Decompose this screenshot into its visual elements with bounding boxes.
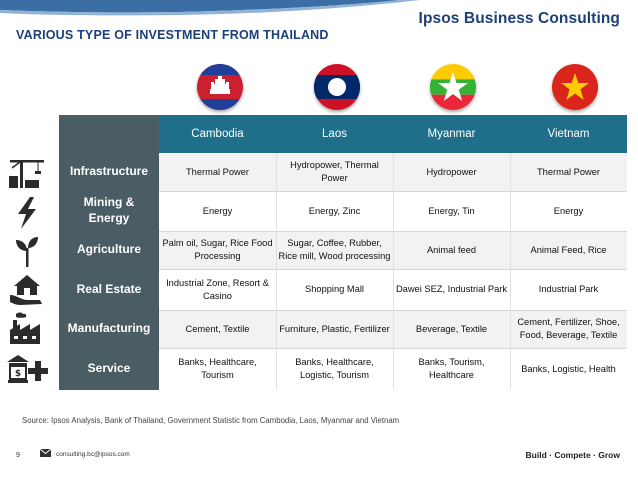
table-cell: Hydropower: [393, 153, 510, 191]
row-header-service: Service: [87, 361, 131, 376]
investment-table: [59, 115, 627, 390]
vietnam-flag-icon: [552, 64, 598, 110]
table-cell: Shopping Mall: [276, 269, 393, 310]
table-cell: Palm oil, Sugar, Rice Food Processing: [159, 231, 276, 269]
bank-plus-icon: [6, 352, 48, 386]
svg-text:$: $: [14, 369, 22, 379]
tagline: Build · Compete · Grow: [525, 450, 620, 460]
table-cell: Cement, Textile: [159, 310, 276, 348]
row-header-real-estate: Real Estate: [76, 281, 142, 296]
page-number: 9: [16, 452, 20, 459]
table-cell: Banks, Logistic, Health: [510, 348, 627, 390]
crane-icon: [6, 156, 48, 190]
house-hand-icon: [6, 273, 48, 307]
table-cell: Beverage, Textile: [393, 310, 510, 348]
column-divider: [393, 153, 394, 390]
column-divider: [276, 153, 277, 390]
source-note: Source: Ipsos Analysis, Bank of Thailand, Government Statistic from Cambodia, Laos, Myanmar and Vietnam: [22, 416, 400, 425]
table-cell: Banks, Tourism, Healthcare: [393, 348, 510, 390]
factory-icon: [6, 312, 48, 346]
sprout-icon: [6, 234, 48, 268]
table-cell: Thermal Power: [510, 153, 627, 191]
table-cell: Industrial Park: [510, 269, 627, 310]
brand-logo-text: Ipsos Business Consulting: [418, 10, 620, 27]
row-header-mining-energy: Mining & Energy: [83, 195, 135, 225]
table-cell: Energy, Zinc: [276, 191, 393, 231]
table-cell: Energy: [510, 191, 627, 231]
column-header-myanmar: Myanmar: [393, 115, 510, 153]
table-cell: Industrial Zone, Resort & Casino: [159, 269, 276, 310]
table-cell: Hydropower, Thermal Power: [276, 153, 393, 191]
row-header-agriculture: Agriculture: [76, 242, 141, 257]
column-header-vietnam: Vietnam: [510, 115, 627, 153]
table-cell: Banks, Healthcare, Tourism: [159, 348, 276, 390]
row-header-infrastructure: Infrastructure: [69, 164, 149, 179]
cambodia-flag-icon: [197, 64, 243, 110]
page-title: VARIOUS TYPE OF INVESTMENT FROM THAILAND: [16, 28, 329, 42]
table-cell: Animal Feed, Rice: [510, 231, 627, 269]
row-header-manufacturing: Manufacturing: [67, 321, 151, 336]
column-divider: [510, 153, 511, 390]
table-cell: Sugar, Coffee, Rubber, Rice mill, Wood processing: [276, 231, 393, 269]
table-cell: Thermal Power: [159, 153, 276, 191]
column-header-laos: Laos: [276, 115, 393, 153]
contact-email-link[interactable]: consulting.bc@ipsos.com: [56, 451, 130, 458]
mail-icon: [40, 449, 51, 457]
table-cell: Dawei SEZ, Industrial Park: [393, 269, 510, 310]
table-cell: Energy: [159, 191, 276, 231]
column-header-cambodia: Cambodia: [159, 115, 276, 153]
myanmar-flag-icon: [430, 64, 476, 110]
lightning-icon: [6, 196, 48, 230]
laos-flag-icon: [314, 64, 360, 110]
table-cell: Furniture, Plastic, Fertilizer: [276, 310, 393, 348]
table-cell: Banks, Healthcare, Logistic, Tourism: [276, 348, 393, 390]
table-cell: Animal feed: [393, 231, 510, 269]
table-cell: Energy, Tin: [393, 191, 510, 231]
table-cell: Cement, Fertilizer, Shoe, Food, Beverage, Textile: [510, 310, 627, 348]
